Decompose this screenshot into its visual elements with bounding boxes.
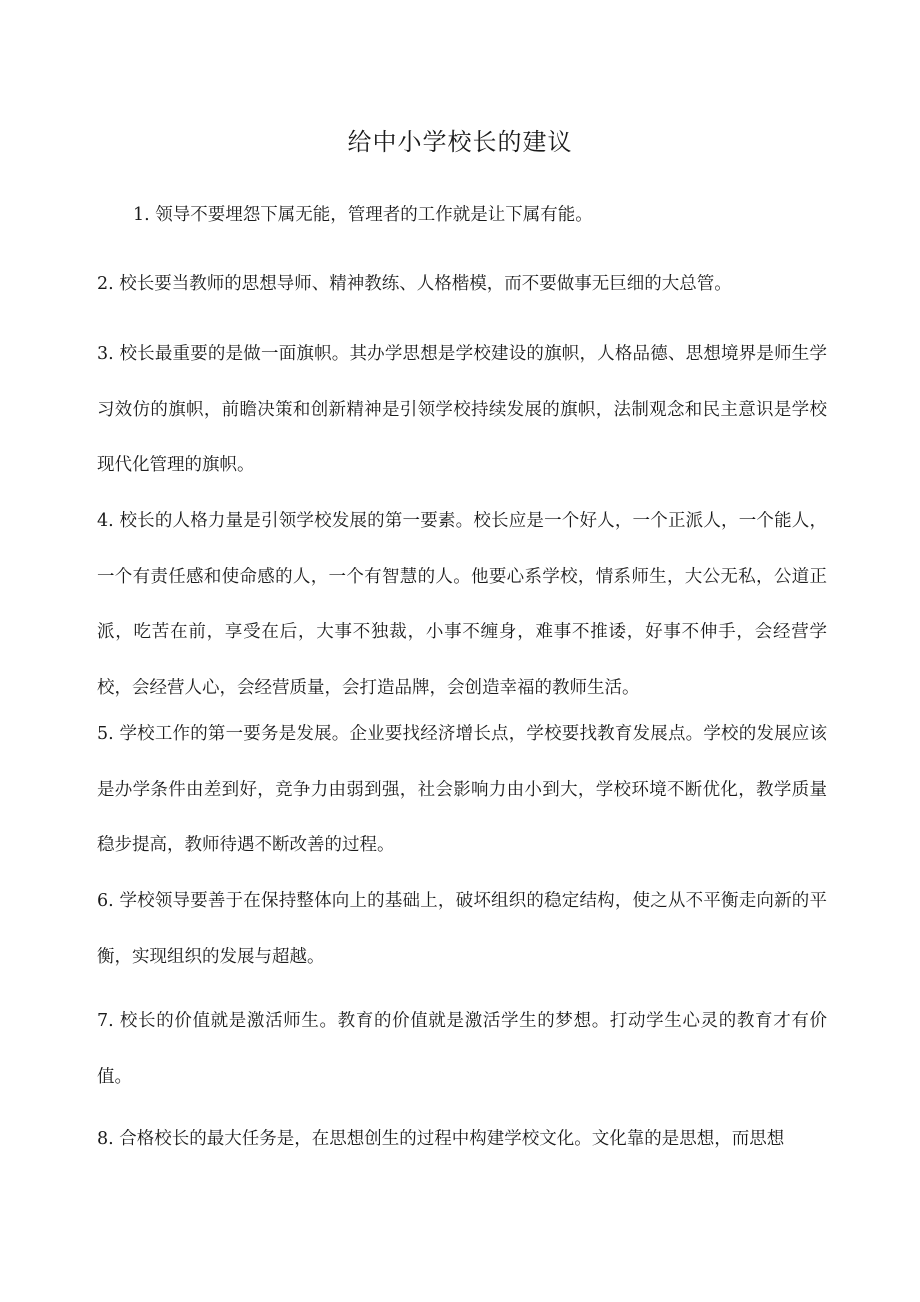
paragraph-6: 6. 学校领导要善于在保持整体向上的基础上，破坏组织的稳定结构，使之从不平衡走向新的平衡，实现组织的发展与超越。 bbox=[97, 891, 827, 967]
paragraph-3: 3. 校长最重要的是做一面旗帜。其办学思想是学校建设的旗帜，人格品德、思想境界是师生学习效仿的旗帜，前瞻决策和创新精神是引领学校持续发展的旗帜，法制观念和民主意识是学校现代化管理的旗帜。 bbox=[97, 344, 827, 475]
document-title: 给中小学校长的建议 bbox=[347, 128, 573, 156]
paragraph-8: 8. 合格校长的最大任务是，在思想创生的过程中构建学校文化。文化靠的是思想，而思想 bbox=[97, 1129, 785, 1149]
paragraph-4: 4. 校长的人格力量是引领学校发展的第一要素。校长应是一个好人，一个正派人，一个能人，一个有责任感和使命感的人，一个有智慧的人。他要心系学校，情系师生，大公无私，公道正派，吃苦在前，享受在后，大事不独裁，小事不缠身，难事不推诿，好事不伸手，会经营学校，会经营人心，会经营质量，会打造品牌，会创造幸福的教师生活。 bbox=[97, 511, 827, 698]
paragraph-5: 5. 学校工作的第一要务是发展。企业要找经济增长点，学校要找教育发展点。学校的发展应该是办学条件由差到好，竞争力由弱到强，社会影响力由小到大，学校环境不断优化，教学质量稳步提高，教师待遇不断改善的过程。 bbox=[97, 724, 827, 855]
paragraph-2: 2. 校长要当教师的思想导师、精神教练、人格楷模，而不要做事无巨细的大总管。 bbox=[97, 274, 732, 294]
paragraph-1: 1. 领导不要埋怨下属无能，管理者的工作就是让下属有能。 bbox=[133, 205, 593, 225]
paragraph-7: 7. 校长的价值就是激活师生。教育的价值就是激活学生的梦想。打动学生心灵的教育才有价值。 bbox=[97, 1011, 827, 1087]
